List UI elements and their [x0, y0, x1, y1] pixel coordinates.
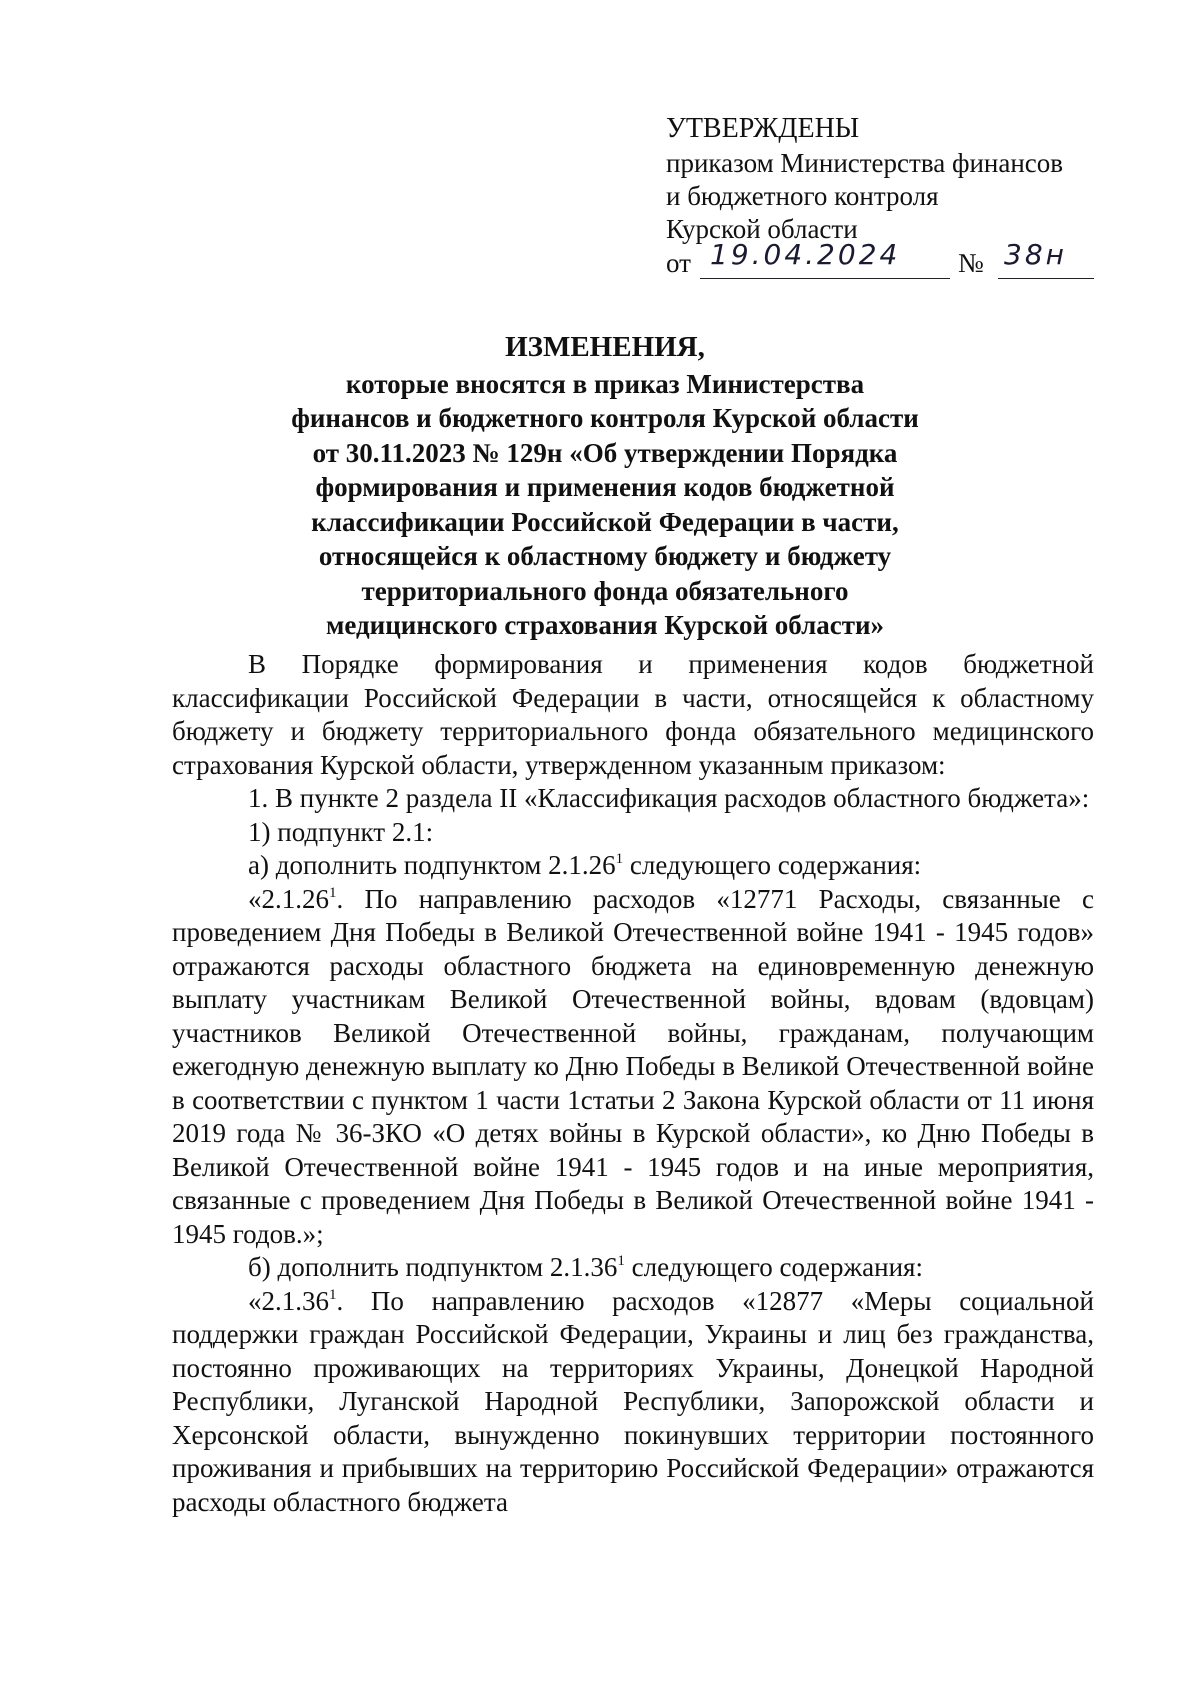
approval-line: приказом Министерства финансов [666, 148, 1064, 178]
handwritten-number: 38н [1004, 238, 1067, 271]
paragraph-text: «2.1.26 [248, 883, 329, 914]
title-line: территориального фонда обязательного [361, 575, 849, 606]
title-line: классификации Российской Федерации в части, [311, 506, 899, 537]
title-line: формирования и применения кодов бюджетной [315, 472, 895, 502]
body-paragraph: 1) подпункт 2.1: [248, 816, 434, 847]
body-paragraph: 1. В пункте 2 раздела II «Классификация расходов областного бюджета»: [248, 783, 1090, 813]
paragraph-text: а) дополнить подпунктом 2.1.26 [248, 850, 616, 880]
title-line: которые вносятся в приказ Министерства [345, 368, 865, 399]
body-paragraph [172, 1285, 1094, 1520]
superscript: 1 [617, 1253, 625, 1269]
handwritten-date: 19.04.2024 [710, 238, 901, 271]
paragraph-text: . По направлению расходов «12771 Расходы, связанные с проведением Дня Победы в Великой Отечественной войне 1941 - 1945 годов» отражаются расходы областного бюджета на единовременную денежную выплату участникам Великой Отечественной войны, вдовам (вдовцам) участников Великой Отечественной войны, гражданам, получающим ежегодную денежную выплату ко Дню Победы в Великой Отечественной войне в соответствии с пунктом 1 части 1статьи 2 Закона Курской области от 11 июня 2019 года № 36-ЗКО «О детях войны в Курской области», ко Дню Победы в Великой Отечественной войне 1941 - 1945 годов и на иные мероприятия, связанные с проведением Дня Победы в Великой Отечественной войне 1941 - 1945 годов.»; [172, 883, 1094, 1249]
document-body [172, 648, 1094, 1519]
date-prefix: от [666, 248, 691, 278]
date-field [700, 240, 950, 279]
document-title [230, 330, 980, 643]
body-paragraph [172, 849, 1094, 883]
title-line: медицинского страхования Курской области» [325, 610, 885, 640]
approval-block [666, 112, 1106, 246]
approval-line: и бюджетного контроля [666, 181, 939, 211]
superscript: 1 [329, 884, 337, 901]
number-prefix: № [958, 248, 984, 278]
approval-date-row [666, 240, 1086, 284]
number-field [998, 240, 1094, 279]
paragraph-text: . По направлению расходов «12877 «Меры социальной поддержки граждан Российской Федерации, Украины и лиц без гражданства, постоянно проживающих на территориях Украины, Донецкой Народной Республики, Луганской Народной Республики, Запорожской области и Херсонской области, вынужденно покинувших территории постоянного проживания и прибывших на территорию Российской Федерации» отражаются расходы областного бюджета [172, 1285, 1094, 1517]
paragraph-text: «2.1.36 [248, 1285, 329, 1316]
paragraph-text: следующего содержания: [624, 1252, 923, 1282]
body-paragraph [172, 1251, 1094, 1285]
title-line: от 30.11.2023 № 129н «Об утверждении Порядка [312, 437, 898, 468]
title-line: финансов и бюджетного контроля Курской области [291, 403, 919, 433]
title-main: ИЗМЕНЕНИЯ, [505, 331, 705, 363]
approval-line: Курской области [666, 214, 858, 244]
paragraph-text: следующего содержания: [623, 850, 922, 880]
body-paragraph: В Порядке формирования и применения кодов бюджетной классификации Российской Федерации в части, относящейся к областному бюджету и бюджету территориального фонда обязательного медицинского страхования Курской области, утвержденном указанным приказом: [172, 649, 1094, 780]
approval-heading: УТВЕРЖДЕНЫ [666, 113, 860, 144]
title-line: относящейся к областному бюджету и бюджету [318, 541, 892, 571]
superscript: 1 [329, 1286, 337, 1303]
superscript: 1 [615, 851, 624, 867]
paragraph-text: б) дополнить подпунктом 2.1.36 [248, 1252, 618, 1282]
body-paragraph [172, 883, 1094, 1252]
